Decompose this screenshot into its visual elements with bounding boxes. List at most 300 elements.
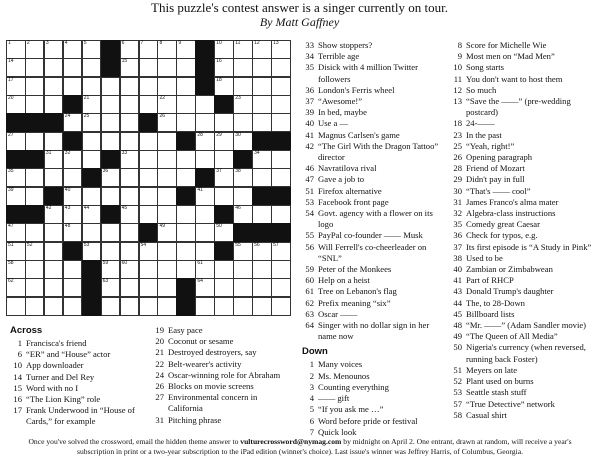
grid-cell[interactable] [157,242,177,261]
clue-number: 52 [453,376,462,387]
grid-cell[interactable] [6,187,26,206]
cell-number: 11 [235,40,241,46]
grid-cell[interactable] [44,132,64,151]
grid-cell[interactable] [271,297,291,316]
grid-cell[interactable] [271,205,291,224]
grid-cell[interactable] [157,95,177,114]
clue-text: “The Queen of All Media” [466,331,558,342]
clue-text: Firefox alternative [318,185,382,196]
clue-text: Nigeria's currency (when reversed, running back Foster) [466,342,586,364]
clue-text: Part of RHCP [466,275,514,286]
cell-number: 43 [64,205,71,211]
grid-cell[interactable] [157,168,177,187]
grid-cell[interactable] [63,223,83,242]
grid-cell[interactable] [82,95,102,114]
grid-cell[interactable] [44,205,64,224]
grid-cell[interactable] [82,40,102,59]
grid-cell[interactable] [6,278,26,297]
grid-cell[interactable] [233,40,253,59]
grid-cell[interactable] [271,40,291,59]
grid-cell[interactable] [101,132,121,151]
grid-cell[interactable] [101,113,121,132]
clue-text: Most men on “Mad Men” [466,51,555,62]
grid-cell[interactable] [157,260,177,279]
grid-cell[interactable] [139,40,159,59]
grid-cell[interactable] [157,113,177,132]
grid-cell[interactable] [157,223,177,242]
grid-cell[interactable] [120,77,140,96]
clue-number: 22 [155,358,164,369]
across-clue-63 [298,309,443,320]
black-square [82,168,102,187]
across-clue-27 [148,392,290,414]
black-square [195,40,215,59]
grid-cell[interactable] [63,297,83,316]
grid-cell[interactable] [157,77,177,96]
grid-cell[interactable] [139,187,159,206]
grid-cell[interactable] [6,260,26,279]
grid-cell[interactable] [63,260,83,279]
grid-cell[interactable] [195,242,215,261]
grid-cell[interactable] [25,223,45,242]
grid-cell[interactable] [252,58,272,77]
grid-cell[interactable] [101,297,121,316]
grid-cell[interactable] [101,77,121,96]
grid-cell[interactable] [233,278,253,297]
grid-cell[interactable] [176,113,196,132]
grid-cell[interactable] [120,223,140,242]
grid-cell[interactable] [120,260,140,279]
grid-cell[interactable] [233,168,253,187]
grid-cell[interactable] [252,205,272,224]
grid-cell[interactable] [271,260,291,279]
cell-number: 59 [102,260,109,266]
cell-number: 50 [216,223,222,230]
clue-number: 56 [305,241,314,252]
grid-cell[interactable] [195,223,215,242]
down-clue-32 [446,208,594,219]
grid-cell[interactable] [101,168,121,187]
clue-number: 40 [305,118,314,129]
cell-number: 36 [102,168,109,175]
puzzle-byline: By Matt Gaffney [259,15,340,29]
down-clue-48 [446,320,594,331]
grid-cell[interactable] [252,260,272,279]
grid-cell[interactable] [6,40,26,59]
grid-cell[interactable] [25,132,45,151]
grid-cell[interactable] [271,113,291,132]
cell-number: 17 [8,76,14,83]
grid-cell[interactable] [63,187,83,206]
clue-number: 1 [17,338,22,348]
grid-cell[interactable] [63,205,83,224]
grid-cell[interactable] [214,58,234,77]
grid-cell[interactable] [233,95,253,114]
cell-number: 15 [121,58,128,65]
grid-cell[interactable] [63,77,83,96]
grid-cell[interactable] [252,242,272,261]
grid-cell[interactable] [271,150,291,169]
grid-cell[interactable] [25,168,45,187]
grid-cell[interactable] [44,77,64,96]
grid-cell[interactable] [82,187,102,206]
clue-number: 34 [305,51,314,62]
clue-text: Counting everything [318,381,389,392]
clue-text: “The Lion King” role [26,394,101,405]
clue-number: 4 [309,393,314,404]
cell-number: 58 [8,260,14,266]
grid-cell[interactable] [120,278,140,297]
grid-cell[interactable] [233,132,253,151]
clue-text: Destroyed destroyers, say [168,347,257,358]
grid-cell[interactable] [120,132,140,151]
black-square [214,242,234,261]
grid-cell[interactable] [157,150,177,169]
clue-number: 43 [453,286,462,297]
grid-cell[interactable] [214,260,234,279]
clue-number: 25 [453,140,462,151]
grid-cell[interactable] [139,205,159,224]
grid-cell[interactable] [120,205,140,224]
clue-number: 46 [305,163,314,174]
grid-cell[interactable] [176,205,196,224]
clue-text: Check for typos, e.g. [466,230,538,241]
across-clue-46 [298,163,443,174]
grid-cell[interactable] [176,223,196,242]
grid-cell[interactable] [271,58,291,77]
grid-cell[interactable] [271,168,291,187]
grid-cell[interactable] [25,187,45,206]
clue-text: Belt-wearer's activity [168,358,242,369]
grid-cell[interactable] [63,150,83,169]
contest-email-link[interactable]: vulturecrossword@nymag.com [240,437,342,446]
grid-cell[interactable] [176,168,196,187]
grid-cell[interactable] [214,278,234,297]
grid-cell[interactable] [6,95,26,114]
grid-cell[interactable] [195,297,215,316]
grid-cell[interactable] [233,297,253,316]
grid-cell[interactable] [44,150,64,169]
grid-cell[interactable] [82,205,102,224]
cell-number: 8 [159,40,163,46]
grid-cell[interactable] [44,58,64,77]
clue-number: 53 [453,387,462,398]
grid-cell[interactable] [63,58,83,77]
grid-cell[interactable] [214,223,234,242]
grid-cell[interactable] [120,168,140,187]
down-clue-3 [298,382,443,393]
grid-cell[interactable] [157,132,177,151]
grid-cell[interactable] [101,223,121,242]
grid-cell[interactable] [6,132,26,151]
grid-cell[interactable] [25,242,45,261]
cell-number: 29 [216,131,222,138]
grid-cell[interactable] [271,278,291,297]
grid-cell[interactable] [139,95,159,114]
across-clue-31 [148,415,290,426]
grid-cell[interactable] [44,278,64,297]
cell-number: 18 [216,76,222,83]
grid-cell[interactable] [176,150,196,169]
grid-cell[interactable] [139,58,159,77]
grid-cell[interactable] [63,40,83,59]
clue-number: 27 [155,392,164,403]
clue-number: 48 [453,320,462,331]
down-clue-1 [298,359,443,370]
grid-cell[interactable] [44,40,64,59]
black-square [101,40,121,59]
grid-cell[interactable] [25,95,45,114]
grid-cell[interactable] [139,242,159,261]
clue-number: 33 [305,40,314,50]
grid-cell[interactable] [195,150,215,169]
grid-cell[interactable] [139,168,159,187]
grid-cell[interactable] [139,132,159,151]
grid-cell[interactable] [101,278,121,297]
grid-cell[interactable] [176,95,196,114]
grid-cell[interactable] [195,132,215,151]
clue-number: 42 [305,140,314,151]
down-clue-13 [446,96,594,118]
grid-cell[interactable] [139,297,159,316]
cell-number: 27 [8,131,14,138]
grid-cell[interactable] [214,40,234,59]
grid-cell[interactable] [214,113,234,132]
clue-text: Environmental concern in California [168,392,258,414]
grid-cell[interactable] [44,297,64,316]
clue-number: 10 [13,360,22,371]
cell-number: 47 [8,223,14,230]
grid-cell[interactable] [233,58,253,77]
grid-cell[interactable] [120,40,140,59]
grid-cell[interactable] [176,58,196,77]
black-square [101,150,121,169]
grid-cell[interactable] [101,187,121,206]
grid-cell[interactable] [120,297,140,316]
grid-cell[interactable] [214,150,234,169]
grid-cell[interactable] [25,260,45,279]
grid-cell[interactable] [82,242,102,261]
black-square [214,95,234,114]
clue-number: 35 [305,62,314,73]
grid-cell[interactable] [82,113,102,132]
grid-cell[interactable] [176,77,196,96]
grid-cell[interactable] [233,77,253,96]
grid-cell[interactable] [176,242,196,261]
grid-cell[interactable] [120,95,140,114]
grid-cell[interactable] [252,40,272,59]
grid-cell[interactable] [233,187,253,206]
across-clue-40 [298,118,443,129]
grid-cell[interactable] [139,278,159,297]
grid-cell[interactable] [82,77,102,96]
clue-text: In the past [466,129,502,140]
grid-cell[interactable] [6,168,26,187]
cell-number: 45 [121,205,128,211]
grid-cell[interactable] [271,77,291,96]
grid-cell[interactable] [157,58,177,77]
grid-cell[interactable] [252,297,272,316]
cell-number: 22 [159,95,166,101]
grid-cell[interactable] [44,95,64,114]
grid-cell[interactable] [195,95,215,114]
grid-cell[interactable] [157,40,177,59]
clue-text: Govt. agency with a flower on its logo [318,208,433,230]
grid-cell[interactable] [252,77,272,96]
black-square [63,242,83,261]
clue-number: 44 [453,297,462,308]
grid-cell[interactable] [82,223,102,242]
clue-number: 16 [13,394,22,405]
grid-cell[interactable] [176,40,196,59]
clue-text: Pitching phrase [168,414,222,425]
grid-cell[interactable] [25,58,45,77]
grid-cell[interactable] [195,113,215,132]
clue-text: “Awesome!” [318,96,363,107]
grid-cell[interactable] [25,40,45,59]
clue-text: Score for Michelle Wie [466,40,547,50]
clue-number: 30 [453,185,462,196]
cell-number: 20 [8,95,14,101]
cell-number: 42 [45,205,52,211]
grid-cell[interactable] [63,168,83,187]
grid-cell[interactable] [176,260,196,279]
grid-cell[interactable] [271,95,291,114]
cell-number: 13 [273,40,279,46]
black-square [233,150,253,169]
grid-cell[interactable] [195,278,215,297]
clue-text: Turner and Del Rey [26,371,95,382]
grid-cell[interactable] [157,278,177,297]
grid-cell[interactable] [63,278,83,297]
clue-text: “Yeah, right!” [466,140,515,151]
grid-cell[interactable] [195,187,215,206]
clue-number: 13 [453,96,462,107]
grid-cell[interactable] [82,150,102,169]
across-clue-33 [298,40,443,51]
grid-cell[interactable] [25,77,45,96]
down-clue-37 [446,242,594,253]
black-square [176,278,196,297]
across-clue-53 [298,197,443,208]
across-clue-51 [298,186,443,197]
clue-number: 38 [453,252,462,263]
clue-text: Easy pace [168,325,203,335]
clue-number: 59 [305,264,314,275]
grid-cell[interactable] [101,95,121,114]
grid-cell[interactable] [214,297,234,316]
across-clue-60 [298,275,443,286]
clue-text: “If you ask me …” [318,404,384,415]
grid-cell[interactable] [157,205,177,224]
grid-cell[interactable] [120,150,140,169]
grid-cell[interactable] [6,58,26,77]
grid-cell[interactable] [252,150,272,169]
down-clue-25 [446,141,594,152]
grid-cell[interactable] [157,297,177,316]
grid-cell[interactable] [6,297,26,316]
cell-number: 12 [254,40,260,46]
clue-number: 61 [305,286,314,297]
grid-cell[interactable] [101,260,121,279]
clue-text: Frank Underwood in “House of Cards,” for example [26,405,135,427]
grid-cell[interactable] [252,168,272,187]
clue-number: 8 [457,40,462,50]
grid-cell[interactable] [120,113,140,132]
black-square [44,187,64,206]
black-square [82,278,102,297]
down-clue-43 [446,286,594,297]
crossword-grid[interactable] [6,40,290,315]
clue-number: 64 [305,320,314,331]
cell-number: 28 [197,131,203,138]
grid-cell[interactable] [157,187,177,206]
grid-cell[interactable] [195,205,215,224]
grid-cell[interactable] [139,150,159,169]
clue-text: Oscar —— [318,308,358,319]
grid-cell[interactable] [120,242,140,261]
grid-cell[interactable] [6,77,26,96]
cell-number: 55 [235,241,241,248]
grid-cell[interactable] [233,260,253,279]
clue-text: Used to be [466,252,503,263]
grid-cell[interactable] [6,242,26,261]
grid-cell[interactable] [6,223,26,242]
grid-cell[interactable] [101,242,121,261]
grid-cell[interactable] [139,77,159,96]
grid-cell[interactable] [44,223,64,242]
grid-cell[interactable] [139,260,159,279]
clue-number: 47 [305,174,314,185]
grid-cell[interactable] [252,278,272,297]
clue-number: 9 [457,51,462,62]
across-clue-14 [6,372,146,383]
grid-cell[interactable] [44,260,64,279]
grid-cell[interactable] [271,242,291,261]
clue-number: 39 [305,107,314,118]
grid-cell[interactable] [214,168,234,187]
grid-cell[interactable] [25,278,45,297]
grid-cell[interactable] [214,187,234,206]
clue-number: 6 [309,415,314,426]
grid-cell[interactable] [82,132,102,151]
grid-cell[interactable] [195,260,215,279]
down-clue-5 [298,404,443,415]
grid-cell[interactable] [233,242,253,261]
grid-cell[interactable] [44,168,64,187]
across-clue-21 [148,347,290,358]
grid-cell[interactable] [233,205,253,224]
clue-text: Disick with 4 million Twitter followers [318,62,418,84]
grid-cell[interactable] [214,132,234,151]
across-clue-55 [298,230,443,241]
grid-cell[interactable] [233,113,253,132]
grid-cell[interactable] [252,95,272,114]
grid-cell[interactable] [214,77,234,96]
grid-cell[interactable] [63,113,83,132]
grid-cell[interactable] [120,187,140,206]
black-square [233,223,253,242]
grid-cell[interactable] [44,242,64,261]
across-clue-20 [148,336,290,347]
grid-cell[interactable] [252,113,272,132]
black-square [25,205,45,224]
clue-text: Friend of Mozart [466,163,525,174]
grid-cell[interactable] [82,58,102,77]
clue-number: 19 [155,325,164,335]
grid-cell[interactable] [25,297,45,316]
grid-cell[interactable] [120,58,140,77]
